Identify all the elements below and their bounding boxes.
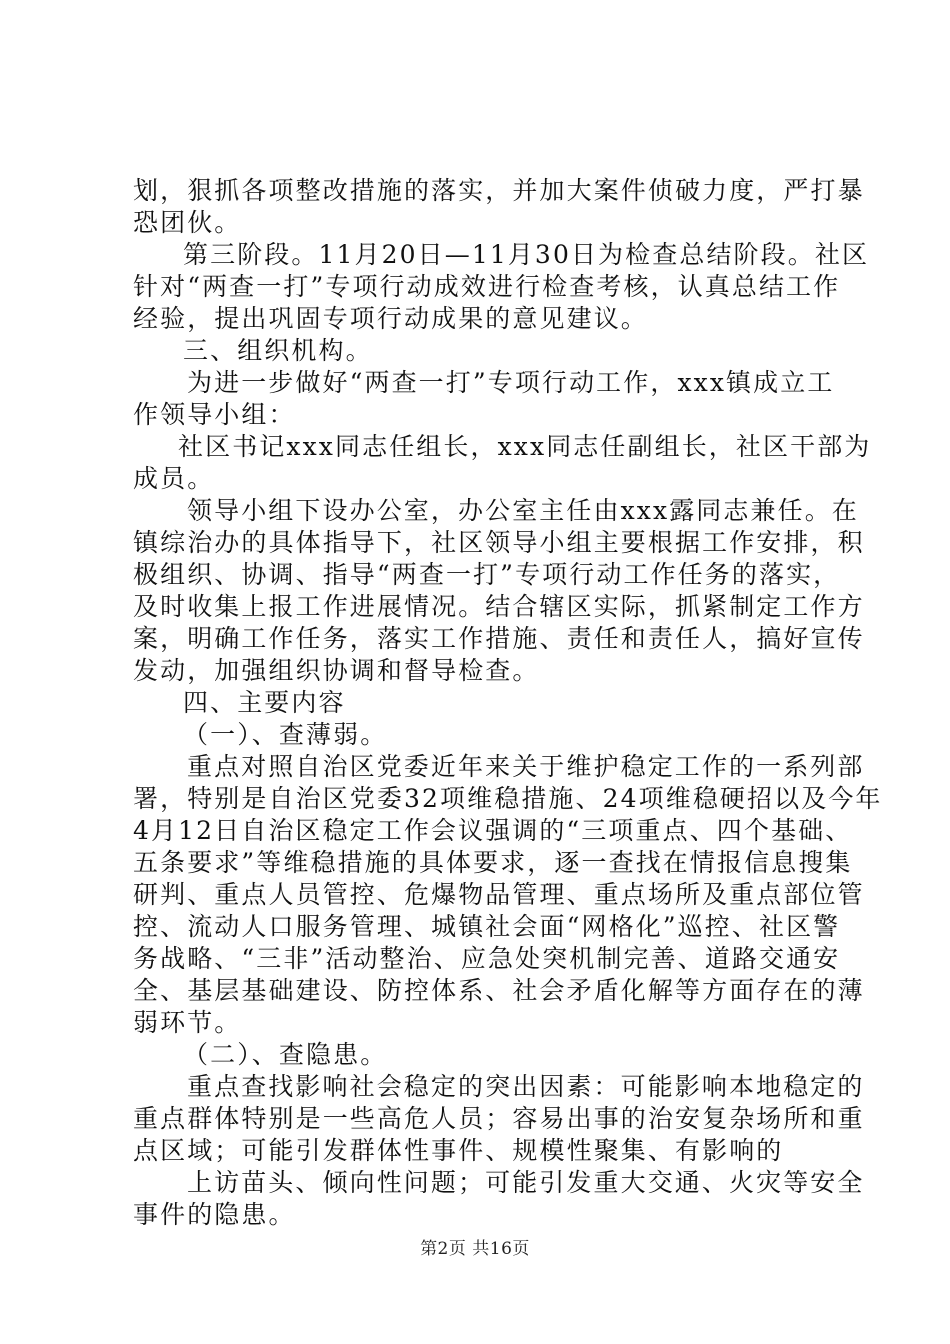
text-line: 第三阶段。11月20日—11月30日为检查总结阶段。社区 <box>183 240 870 269</box>
page-footer: 第2页 共16页 <box>420 1239 530 1259</box>
section-heading: 四、主要内容 <box>183 688 346 717</box>
text-line: 镇综治办的具体指导下，社区领导小组主要根据工作安排，积 <box>133 528 865 557</box>
text-line: 重点群体特别是一些高危人员；容易出事的治安复杂场所和重 <box>133 1104 865 1133</box>
text-line: 领导小组下设办公室，办公室主任由xxx露同志兼任。在 <box>187 496 859 525</box>
text-line: 五条要求”等维稳措施的具体要求，逐一查找在情报信息搜集 <box>133 848 853 877</box>
section-heading: 三、组织机构。 <box>183 336 373 365</box>
text-line: 恐团伙。 <box>133 208 242 237</box>
text-line: 点区域；可能引发群体性事件、规模性聚集、有影响的 <box>133 1136 784 1165</box>
text-line: 社区书记xxx同志任组长，xxx同志任副组长，社区干部为 <box>178 432 872 461</box>
text-line: 弱环节。 <box>133 1008 242 1037</box>
text-line: 作领导小组： <box>133 400 296 429</box>
text-line: 控、流动人口服务管理、城镇社会面“网格化”巡控、社区警 <box>133 912 841 941</box>
text-line: 案，明确工作任务，落实工作措施、责任和责任人，搞好宣传 <box>133 624 865 653</box>
subsection-heading: （二）、查隐患。 <box>183 1040 388 1069</box>
text-line: 为进一步做好“两查一打”专项行动工作，xxx镇成立工 <box>187 368 835 397</box>
text-line: 务战略、“三非”活动整治、应急处突机制完善、道路交通安 <box>133 944 841 973</box>
text-line: 研判、重点人员管控、危爆物品管理、重点场所及重点部位管 <box>133 880 865 909</box>
text-line: 针对“两查一打”专项行动成效进行检查考核，认真总结工作 <box>133 272 841 301</box>
text-line: 及时收集上报工作进展情况。结合辖区实际，抓紧制定工作方 <box>133 592 865 621</box>
text-line: 成员。 <box>133 464 215 493</box>
subsection-heading: （一）、查薄弱。 <box>183 720 388 749</box>
text-line: 上访苗头、倾向性问题；可能引发重大交通、火灾等安全 <box>187 1168 865 1197</box>
text-line: 经验，提出巩固专项行动成果的意见建议。 <box>133 304 648 333</box>
text-line: 全、基层基础建设、防控体系、社会矛盾化解等方面存在的薄 <box>133 976 865 1005</box>
text-line: 署，特别是自治区党委32项维稳措施、24项维稳硬招以及今年 <box>133 784 883 813</box>
text-line: 事件的隐患。 <box>133 1200 296 1229</box>
text-line: 划，狠抓各项整改措施的落实，并加大案件侦破力度，严打暴 <box>133 176 865 205</box>
text-line: 重点对照自治区党委近年来关于维护稳定工作的一系列部 <box>187 752 865 781</box>
text-line: 发动，加强组织协调和督导检查。 <box>133 656 540 685</box>
text-line: 重点查找影响社会稳定的突出因素：可能影响本地稳定的 <box>187 1072 865 1101</box>
text-line: 极组织、协调、指导“两查一打”专项行动工作任务的落实， <box>133 560 841 589</box>
text-line: 4月12日自治区稳定工作会议强调的“三项重点、四个基础、 <box>133 816 853 845</box>
